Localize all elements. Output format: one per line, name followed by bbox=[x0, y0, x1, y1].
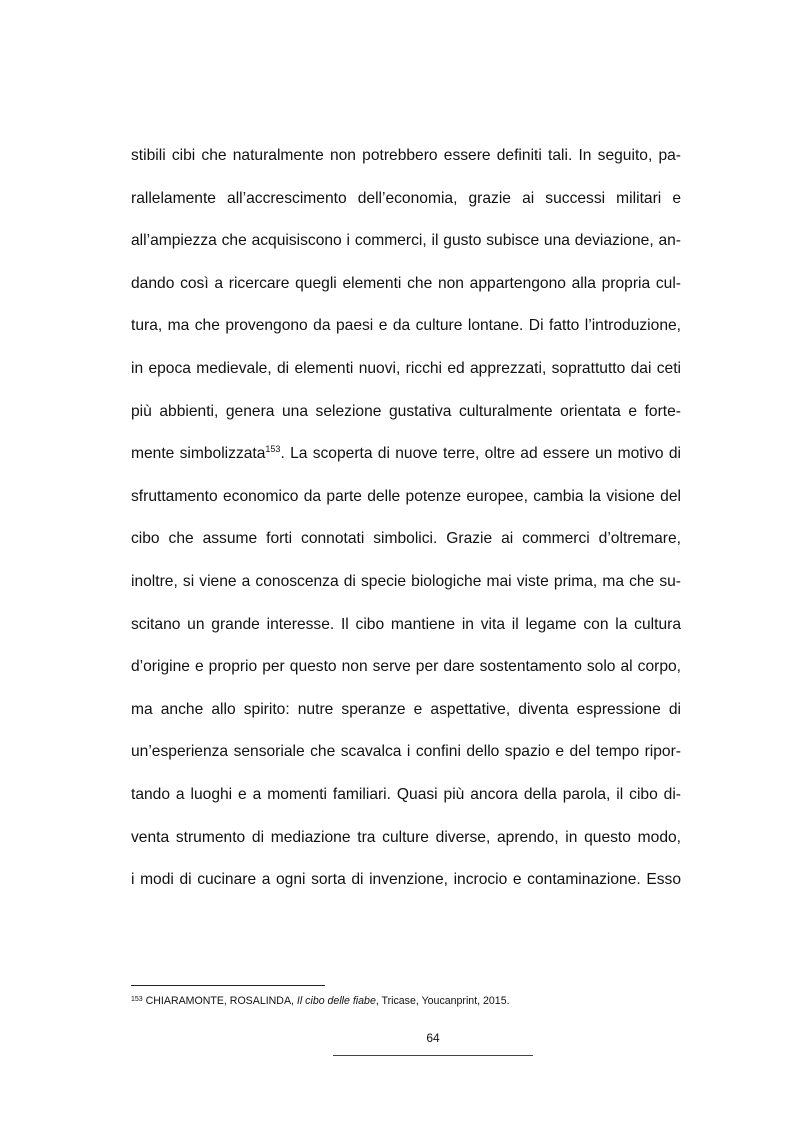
text-fragment: . La scoperta di nuove terre, oltre ad essere un motivo di bbox=[280, 445, 681, 463]
text-line: i modi di cucinare a ogni sorta di invenzione, incrocio e contaminazione. Esso bbox=[131, 871, 681, 889]
body-paragraph bbox=[131, 143, 681, 910]
text-line: stibili cibi che naturalmente non potrebbero essere definiti tali. In seguito, pa- bbox=[131, 147, 681, 164]
footnote-number: 153 bbox=[131, 996, 143, 1003]
text-line: all’ampiezza che acquisiscono i commerci, il gusto subisce una deviazione, an- bbox=[131, 232, 681, 250]
text-line: più abbienti, genera una selezione gustativa culturalmente orientata e forte- bbox=[131, 402, 681, 420]
footnote-publication: , Tricase, Youcanprint, 2015. bbox=[375, 995, 510, 1007]
text-line: ma anche allo spirito: nutre speranze e aspettative, diventa espressione di bbox=[131, 700, 681, 718]
text-line: venta strumento di mediazione tra culture diverse, aprendo, in questo modo, bbox=[131, 828, 681, 846]
page-number: 64 bbox=[426, 1031, 440, 1045]
footnote-author: CHIARAMONTE, ROSALINDA, bbox=[142, 995, 297, 1007]
text-line: tura, ma che provengono da paesi e da culture lontane. Di fatto l’introduzione, bbox=[131, 317, 681, 335]
text-fragment: mente simbolizzata bbox=[131, 445, 266, 463]
text-line-with-footnote bbox=[131, 441, 681, 484]
text-line: rallelamente all’accrescimento dell’economia, grazie ai successi militari e bbox=[131, 189, 681, 207]
text-line: un’esperienza sensoriale che scavalca i confini dello spazio e del tempo ripor- bbox=[131, 743, 681, 761]
text-line: scitano un grande interesse. Il cibo mantiene in vita il legame con la cultura bbox=[131, 615, 681, 633]
footnote-reference[interactable]: 153 bbox=[265, 444, 281, 455]
footer-rule bbox=[333, 1055, 533, 1056]
text-line: tando a luoghi e a momenti familiari. Quasi più ancora della parola, il cibo di- bbox=[131, 785, 681, 803]
footnote-title: Il cibo delle fiabe bbox=[296, 995, 376, 1007]
text-line: inoltre, si viene a conoscenza di specie biologiche mai viste prima, ma che su- bbox=[131, 572, 681, 590]
text-line: d’origine e proprio per questo non serve per dare sostentamento solo al corpo, bbox=[131, 658, 681, 676]
text-line: cibo che assume forti connotati simbolici. Grazie ai commerci d’oltremare, bbox=[131, 530, 681, 548]
text-line: sfruttamento economico da parte delle potenze europee, cambia la visione del bbox=[131, 487, 681, 505]
footnote bbox=[131, 994, 691, 1008]
footnote-separator bbox=[131, 985, 325, 986]
text-line: in epoca medievale, di elementi nuovi, ricchi ed apprezzati, soprattutto dai ceti bbox=[131, 359, 681, 377]
text-line: dando così a ricercare quegli elementi che non appartengono alla propria cul- bbox=[131, 274, 681, 292]
